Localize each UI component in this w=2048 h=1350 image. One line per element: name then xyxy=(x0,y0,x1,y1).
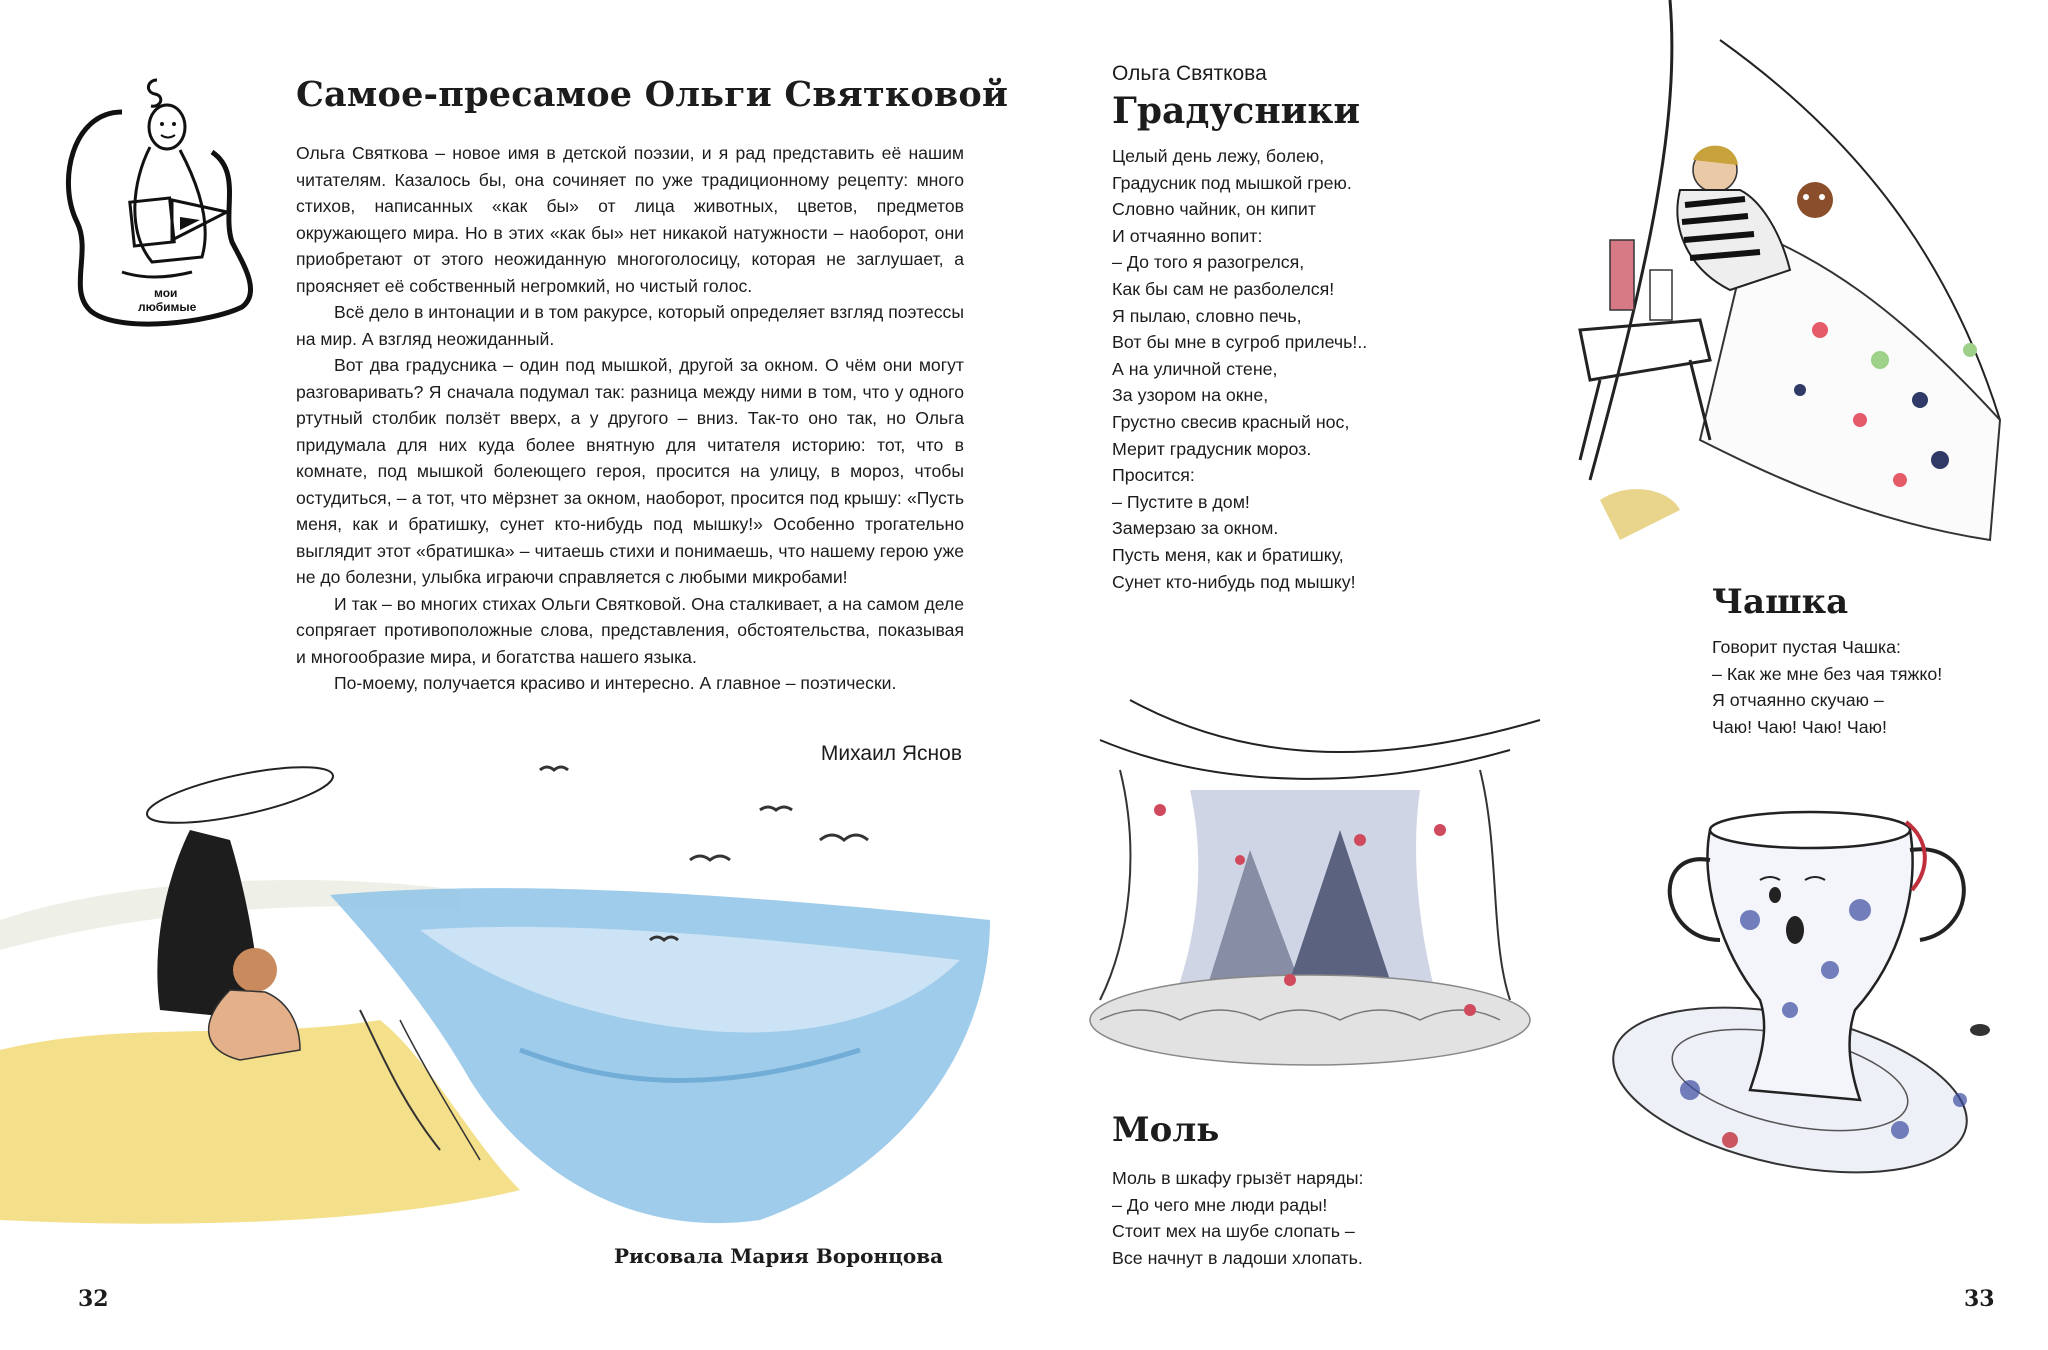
essay-signature: Михаил Яснов xyxy=(820,742,962,765)
beach-illustration xyxy=(0,720,1000,1240)
moth-wardrobe-illustration xyxy=(1040,680,1560,1100)
poem-line: – Пустите в дом! xyxy=(1112,491,1250,512)
sick-child-illustration xyxy=(1560,0,2048,560)
essay-paragraph: И так – во многих стихах Ольги Святковой. Она сталкивает, а на самом деле сопрягает противоположные слова, представления, обстоятельства, показывая и многообразие мира, и богатства нашего языка. xyxy=(296,593,964,667)
essay-paragraph: Вот два градусника – один под мышкой, другой за окном. О чём они могут разговаривать? Я сначала подумал так: разница между ними в том, что у одного ртутный столбик ползёт вверх, а у другого – вниз. Так-то оно так, но Ольга придумала для них куда более внятную для читателя историю: тот, что в комнате, под мышкой болеющего героя, просится на улицу, в мороз, чтобы остудиться, – а тот, что мёрзнет за окном, наоборот, просится под крышу: «Пусть меня, как и братишку, сунет кто-нибудь под мышку!» Особенно трогательно выглядит этот «братишка» – читаешь стихи и понимаешь, что нашему герою уже не до болезни, улыбка играючи справляется с любыми микробами! xyxy=(296,355,964,587)
moi-lyubimye-logo xyxy=(62,72,262,332)
poem-line: Замерзаю за окном. xyxy=(1112,518,1279,539)
poem-line: Чаю! Чаю! Чаю! Чаю! xyxy=(1712,716,1887,737)
poem-gradusniki xyxy=(1112,143,1367,595)
page-number-right: 33 xyxy=(1964,1286,1995,1312)
poem-author: Ольга Святкова xyxy=(1112,62,1267,85)
poem-line: Как бы сам не разболелся! xyxy=(1112,278,1335,299)
poem-line: За узором на окне, xyxy=(1112,385,1269,406)
poem-chashka xyxy=(1712,634,1942,740)
essay-paragraph: Ольга Святкова – новое имя в детской поэзии, и я рад представить её нашим читателям. Казалось бы, она сочиняет по уже традиционному рецепту: много стихов, написанных «как бы» от лица животных, цветов, предметов окружающего мира. Но в этих «как бы» нет никакой натужности – наоборот, они приобретают от этого неожиданную многоголосицу, которая не заглушает, а проясняет её собственный негромкий, но чистый голос. xyxy=(296,143,964,296)
poem-title-gradusniki: Градусники xyxy=(1112,90,1361,132)
poem-line: Моль в шкафу грызёт наряды: xyxy=(1112,1168,1364,1188)
poem-line: Я пылаю, словно печь, xyxy=(1112,305,1302,326)
poem-line: Вот бы мне в сугроб прилечь!.. xyxy=(1112,332,1368,353)
poem-line: Стоит мех на шубе слопать – xyxy=(1112,1221,1355,1242)
poem-title-mol: Моль xyxy=(1112,1110,1220,1150)
poem-line: – До того я разогрелся, xyxy=(1112,252,1305,273)
poem-mol xyxy=(1112,1165,1363,1271)
poem-line: Говорит пустая Чашка: xyxy=(1712,637,1901,657)
poem-line: Словно чайник, он кипит xyxy=(1112,199,1316,220)
essay-body xyxy=(296,140,964,697)
cup-saucer-illustration xyxy=(1600,800,2030,1220)
logo-label-line2: любимые xyxy=(138,300,197,314)
essay-paragraph: Всё дело в интонации и в том ракурсе, который определяет взгляд поэтессы на мир. А взгляд неожиданный. xyxy=(296,302,964,349)
poem-line: Я отчаянно скучаю – xyxy=(1712,690,1884,711)
poem-line: А на уличной стене, xyxy=(1112,358,1278,379)
poem-line: Целый день лежу, болею, xyxy=(1112,146,1325,166)
poem-line: Просится: xyxy=(1112,465,1195,486)
essay-paragraph: По-моему, получается красиво и интересно. А главное – поэтически. xyxy=(334,673,897,693)
poem-line: Грустно свесив красный нос, xyxy=(1112,411,1350,432)
poem-line: Пусть меня, как и братишку, xyxy=(1112,544,1344,565)
poem-line: Градусник под мышкой грею. xyxy=(1112,172,1352,193)
poem-title-chashka: Чашка xyxy=(1712,582,1849,622)
illustrator-credit: Рисовала Мария Воронцова xyxy=(614,1244,944,1268)
poem-line: И отчаянно вопит: xyxy=(1112,225,1263,246)
article-title: Самое-пресамое Ольги Святковой xyxy=(296,74,1009,115)
logo-label-line1: мои xyxy=(154,286,178,300)
poem-line: Мерит градусник мороз. xyxy=(1112,438,1312,459)
poem-line: Сунет кто-нибудь под мышку! xyxy=(1112,571,1356,592)
poem-line: Все начнут в ладоши хлопать. xyxy=(1112,1247,1363,1268)
poem-line: – До чего мне люди рады! xyxy=(1112,1194,1328,1215)
poem-line: – Как же мне без чая тяжко! xyxy=(1712,663,1943,684)
page-number-left: 32 xyxy=(78,1286,109,1312)
